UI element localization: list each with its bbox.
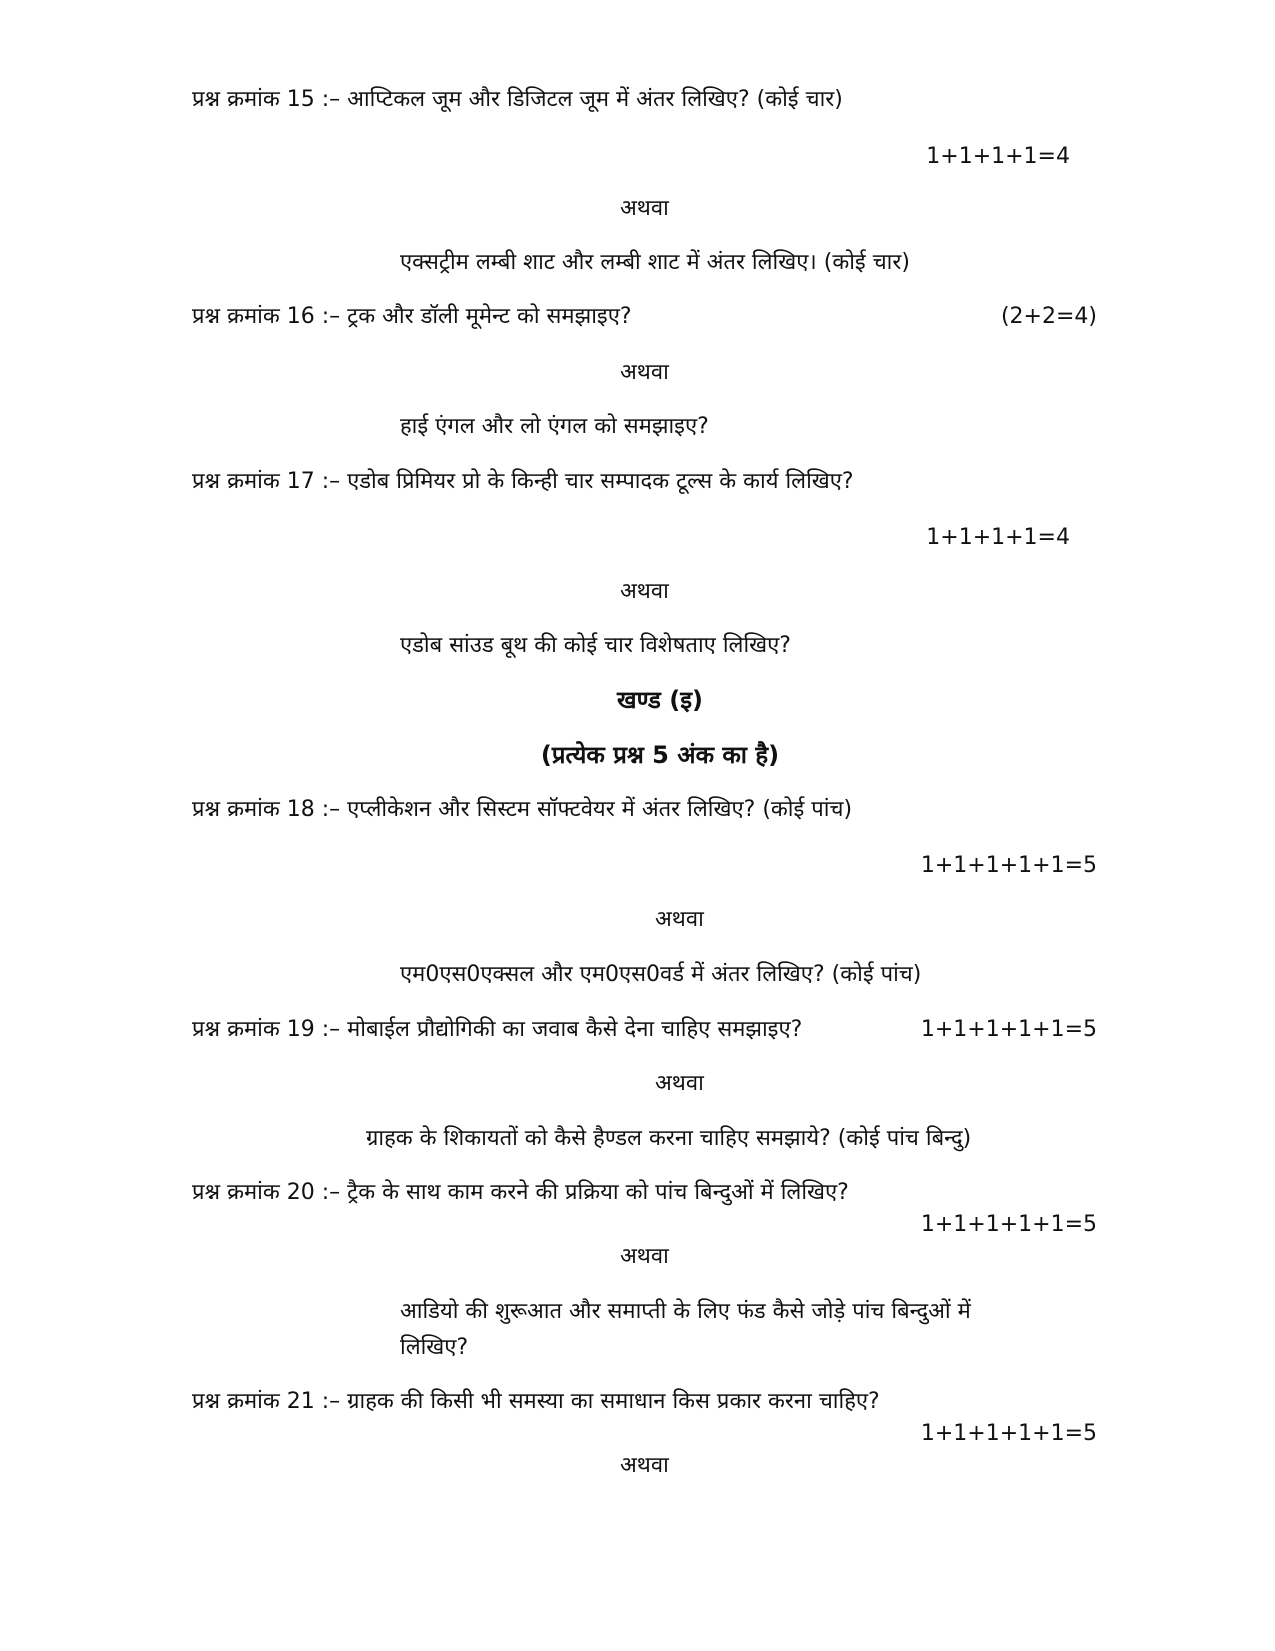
- question-number: प्रश्न क्रमांक 16 :–: [192, 304, 341, 329]
- marks: 1+1+1+1=4: [926, 144, 1070, 169]
- question-18: [192, 795, 852, 825]
- or-label: अथवा: [655, 1071, 704, 1096]
- question-text: ट्रक और डॉली मूमेन्ट को समझाइए?: [347, 304, 632, 329]
- alternative-question: हाई एंगल और लो एंगल को समझाइए?: [400, 414, 709, 439]
- question-text: मोबाईल प्रौद्योगिकी का जवाब कैसे देना चाहिए समझाइए?: [347, 1017, 803, 1042]
- marks: 1+1+1+1+1=5: [920, 1017, 1097, 1042]
- question-text: एप्लीकेशन और सिस्टम सॉफ्टवेयर में अंतर लिखिए? (कोई पांच): [347, 797, 853, 822]
- marks: 1+1+1+1+1=5: [920, 853, 1097, 878]
- marks: 1+1+1+1+1=5: [920, 1212, 1097, 1237]
- or-label: अथवा: [620, 579, 669, 604]
- alternative-question: ग्राहक के शिकायतों को कैसे हैण्डल करना चाहिए समझाये? (कोई पांच बिन्दु): [366, 1126, 972, 1151]
- question-text: एडोब प्रिमियर प्रो के किन्ही चार सम्पादक टूल्स के कार्य लिखिए?: [347, 469, 854, 494]
- or-label: अथवा: [620, 196, 669, 221]
- alternative-question: एक्सट्रीम लम्बी शाट और लम्बी शाट में अंतर लिखिए। (कोई चार): [400, 250, 910, 275]
- question-17: [192, 467, 854, 497]
- alternative-question: एम0एस0एक्सल और एम0एस0वर्ड में अंतर लिखिए? (कोई पांच): [400, 962, 922, 987]
- question-15: [192, 85, 843, 115]
- marks: 1+1+1+1=4: [926, 525, 1070, 550]
- question-number: प्रश्न क्रमांक 19 :–: [192, 1017, 341, 1042]
- question-number: प्रश्न क्रमांक 18 :–: [192, 797, 341, 822]
- question-number: प्रश्न क्रमांक 17 :–: [192, 469, 341, 494]
- alternative-question: एडोब सांउड बूथ की कोई चार विशेषताए लिखिए?: [400, 633, 791, 658]
- or-label: अथवा: [655, 907, 704, 932]
- question-16: [192, 302, 632, 332]
- or-label: अथवा: [620, 1244, 669, 1269]
- section-title: खण्ड (इ): [617, 686, 703, 714]
- marks: (2+2=4): [1000, 304, 1097, 329]
- question-21: [192, 1387, 880, 1417]
- question-20: [192, 1178, 849, 1208]
- or-label: अथवा: [620, 1453, 669, 1478]
- or-label: अथवा: [620, 360, 669, 385]
- marks: 1+1+1+1+1=5: [920, 1421, 1097, 1446]
- section-subtitle: (प्रत्येक प्रश्न 5 अंक का है): [540, 741, 780, 769]
- question-text: आप्टिकल जूम और डिजिटल जूम में अंतर लिखिए? (कोई चार): [347, 87, 843, 112]
- question-19: [192, 1015, 802, 1045]
- question-number: प्रश्न क्रमांक 21 :–: [192, 1389, 341, 1414]
- alternative-question-line-2: लिखिए?: [400, 1335, 469, 1360]
- alternative-question-line-1: आडियो की शुरूआत और समाप्ती के लिए फंड कैसे जोड़े पांच बिन्दुओं में: [400, 1299, 971, 1324]
- question-text: ट्रैक के साथ काम करने की प्रक्रिया को पांच बिन्दुओं में लिखिए?: [347, 1180, 849, 1205]
- question-number: प्रश्न क्रमांक 15 :–: [192, 87, 341, 112]
- question-text: ग्राहक की किसी भी समस्या का समाधान किस प्रकार करना चाहिए?: [347, 1389, 880, 1414]
- question-number: प्रश्न क्रमांक 20 :–: [192, 1180, 341, 1205]
